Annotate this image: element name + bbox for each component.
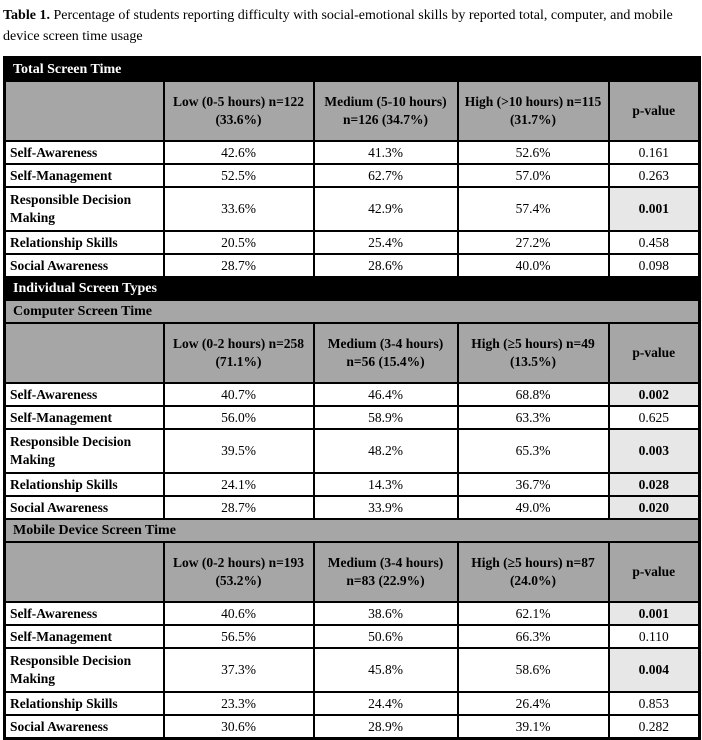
table-row (5, 473, 700, 496)
value-cell: 48.2% (314, 429, 458, 473)
value-cell: 33.9% (314, 496, 458, 519)
p-value-cell-significant: 0.001 (609, 187, 700, 231)
row-label: Social Awareness (5, 715, 164, 739)
value-cell: 49.0% (458, 496, 609, 519)
section-header-computer-screen-time: Computer Screen Time (5, 300, 700, 323)
corner-cell (5, 323, 164, 383)
value-cell: 62.1% (458, 602, 609, 625)
column-header-computer-pvalue: p-value (609, 323, 700, 383)
row-label: Self-Awareness (5, 602, 164, 625)
value-cell: 28.7% (164, 496, 314, 519)
row-label: Self-Management (5, 625, 164, 648)
row-label: Responsible Decision Making (5, 187, 164, 231)
row-label: Responsible Decision Making (5, 429, 164, 473)
caption-label: Table 1. (3, 8, 50, 23)
value-cell: 30.6% (164, 715, 314, 739)
value-cell: 42.9% (314, 187, 458, 231)
row-label: Self-Management (5, 406, 164, 429)
value-cell: 24.1% (164, 473, 314, 496)
p-value-cell: 0.263 (609, 164, 700, 187)
value-cell: 66.3% (458, 625, 609, 648)
value-cell: 57.4% (458, 187, 609, 231)
value-cell: 33.6% (164, 187, 314, 231)
column-header-total-low: Low (0-5 hours) n=122 (33.6%) (164, 81, 314, 141)
value-cell: 52.6% (458, 141, 609, 164)
section-header-individual-screen-types: Individual Screen Types (5, 277, 700, 300)
p-value-cell: 0.161 (609, 141, 700, 164)
p-value-cell-significant: 0.001 (609, 602, 700, 625)
p-value-cell: 0.098 (609, 254, 700, 277)
value-cell: 58.6% (458, 648, 609, 692)
value-cell: 26.4% (458, 692, 609, 715)
table-row (5, 231, 700, 254)
column-header-mobile-medium: Medium (3-4 hours) n=83 (22.9%) (314, 542, 458, 602)
p-value-cell-significant: 0.020 (609, 496, 700, 519)
row-label: Relationship Skills (5, 231, 164, 254)
table-row (5, 715, 700, 739)
column-header-mobile-high: High (≥5 hours) n=87 (24.0%) (458, 542, 609, 602)
value-cell: 57.0% (458, 164, 609, 187)
value-cell: 56.0% (164, 406, 314, 429)
value-cell: 25.4% (314, 231, 458, 254)
value-cell: 39.1% (458, 715, 609, 739)
p-value-cell-significant: 0.028 (609, 473, 700, 496)
value-cell: 14.3% (314, 473, 458, 496)
table-row (5, 429, 700, 473)
row-label: Self-Awareness (5, 141, 164, 164)
caption-text: Percentage of students reporting difficulty with social-emotional skills by reported total, computer, and mobile device screen time usage (3, 8, 673, 44)
value-cell: 41.3% (314, 141, 458, 164)
value-cell: 36.7% (458, 473, 609, 496)
column-header-mobile-pvalue: p-value (609, 542, 700, 602)
row-label: Social Awareness (5, 254, 164, 277)
value-cell: 58.9% (314, 406, 458, 429)
value-cell: 27.2% (458, 231, 609, 254)
column-header-computer-high: High (≥5 hours) n=49 (13.5%) (458, 323, 609, 383)
value-cell: 24.4% (314, 692, 458, 715)
value-cell: 62.7% (314, 164, 458, 187)
p-value-cell: 0.625 (609, 406, 700, 429)
table-row (5, 625, 700, 648)
column-header-computer-low: Low (0-2 hours) n=258 (71.1%) (164, 323, 314, 383)
value-cell: 65.3% (458, 429, 609, 473)
table-row (5, 141, 700, 164)
p-value-cell: 0.282 (609, 715, 700, 739)
value-cell: 42.6% (164, 141, 314, 164)
corner-cell (5, 81, 164, 141)
table-row (5, 254, 700, 277)
column-header-mobile-low: Low (0-2 hours) n=193 (53.2%) (164, 542, 314, 602)
value-cell: 20.5% (164, 231, 314, 254)
value-cell: 50.6% (314, 625, 458, 648)
p-value-cell-significant: 0.003 (609, 429, 700, 473)
table-row (5, 406, 700, 429)
p-value-cell: 0.458 (609, 231, 700, 254)
section-header-total-screen-time: Total Screen Time (5, 58, 700, 82)
value-cell: 39.5% (164, 429, 314, 473)
screen-time-table (3, 56, 701, 740)
column-header-total-high: High (>10 hours) n=115 (31.7%) (458, 81, 609, 141)
value-cell: 40.7% (164, 383, 314, 406)
value-cell: 40.0% (458, 254, 609, 277)
value-cell: 56.5% (164, 625, 314, 648)
section-header-mobile-device-screen-time: Mobile Device Screen Time (5, 519, 700, 542)
table-row (5, 187, 700, 231)
row-label: Social Awareness (5, 496, 164, 519)
table-row (5, 496, 700, 519)
table-row (5, 383, 700, 406)
p-value-cell: 0.110 (609, 625, 700, 648)
p-value-cell-significant: 0.002 (609, 383, 700, 406)
row-label: Self-Awareness (5, 383, 164, 406)
value-cell: 37.3% (164, 648, 314, 692)
row-label: Relationship Skills (5, 692, 164, 715)
value-cell: 52.5% (164, 164, 314, 187)
row-label: Relationship Skills (5, 473, 164, 496)
column-header-total-pvalue: p-value (609, 81, 700, 141)
value-cell: 46.4% (314, 383, 458, 406)
table-row (5, 602, 700, 625)
value-cell: 28.7% (164, 254, 314, 277)
value-cell: 68.8% (458, 383, 609, 406)
p-value-cell-significant: 0.004 (609, 648, 700, 692)
row-label: Responsible Decision Making (5, 648, 164, 692)
value-cell: 45.8% (314, 648, 458, 692)
value-cell: 63.3% (458, 406, 609, 429)
p-value-cell: 0.853 (609, 692, 700, 715)
value-cell: 38.6% (314, 602, 458, 625)
value-cell: 28.6% (314, 254, 458, 277)
value-cell: 23.3% (164, 692, 314, 715)
corner-cell (5, 542, 164, 602)
value-cell: 28.9% (314, 715, 458, 739)
value-cell: 40.6% (164, 602, 314, 625)
table-row (5, 164, 700, 187)
table-caption (0, 0, 702, 56)
column-header-computer-medium: Medium (3-4 hours) n=56 (15.4%) (314, 323, 458, 383)
table-row (5, 648, 700, 692)
column-header-total-medium: Medium (5-10 hours) n=126 (34.7%) (314, 81, 458, 141)
table-row (5, 692, 700, 715)
row-label: Self-Management (5, 164, 164, 187)
